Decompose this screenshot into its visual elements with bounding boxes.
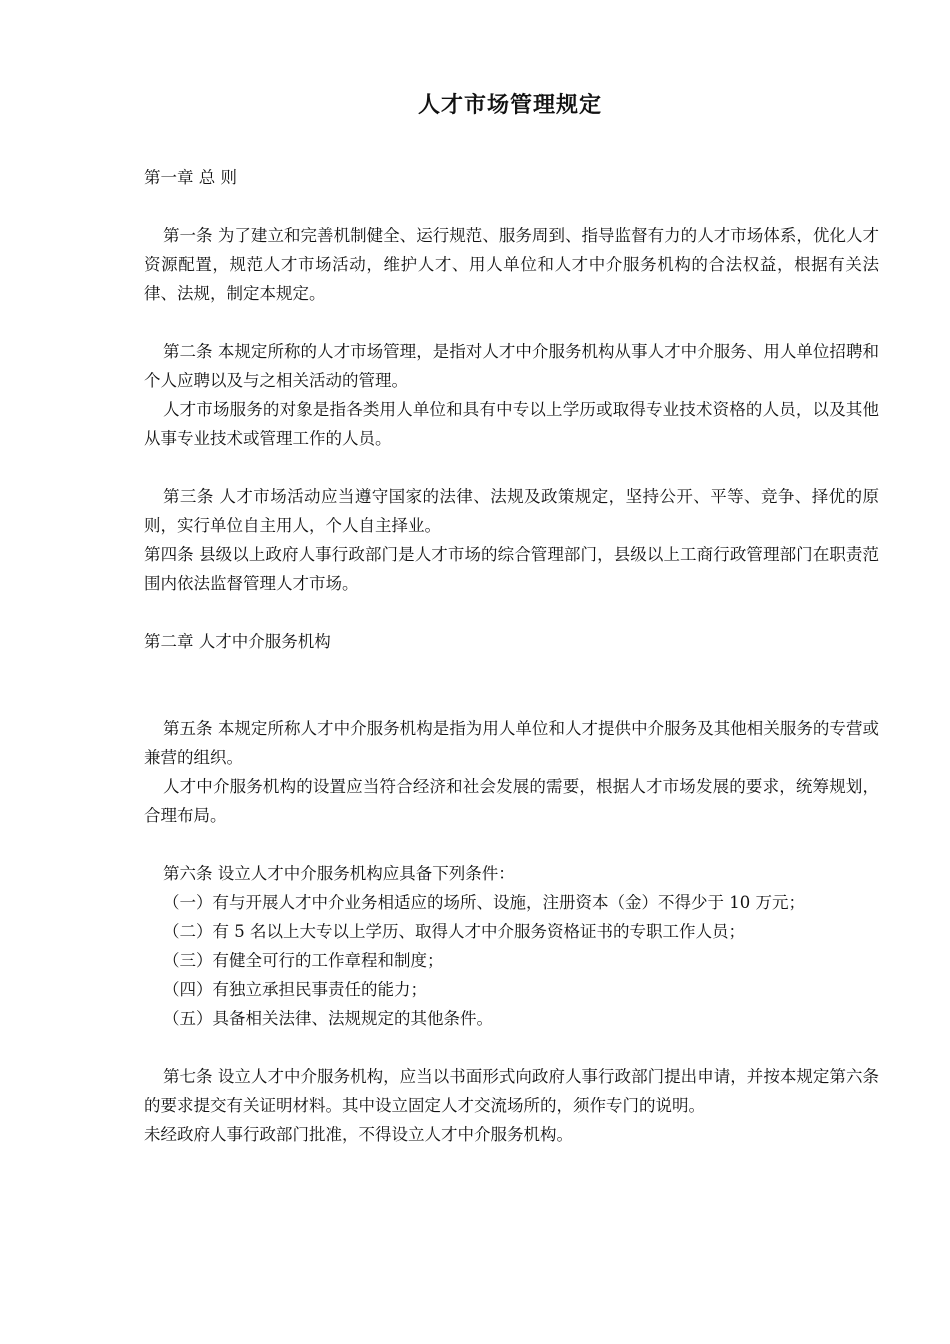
article-6-item: （二）有 5 名以上大专以上学历、取得人才中介服务资格证书的专职工作人员； — [163, 922, 745, 941]
article-6-item: （五）具备相关法律、法规规定的其他条件。 — [163, 1009, 493, 1028]
article-6-item: （三）有健全可行的工作章程和制度； — [163, 951, 444, 970]
article-5-paragraph-2: 人才中介服务机构的设置应当符合经济和社会发展的需要，根据人才市场发展的要求，统筹规划，合理布局。 — [144, 777, 879, 825]
article-3: 第三条 人才市场活动应当遵守国家的法律、法规及政策规定，坚持公开、平等、竞争、择优的原则，实行单位自主用人，个人自主择业。 — [144, 487, 879, 535]
article-2-paragraph-1: 第二条 本规定所称的人才市场管理，是指对人才中介服务机构从事人才中介服务、用人单位招聘和个人应聘以及与之相关活动的管理。 — [144, 342, 879, 390]
article-1: 第一条 为了建立和完善机制健全、运行规范、服务周到、指导监督有力的人才市场体系，优化人才资源配置，规范人才市场活动，维护人才、用人单位和人才中介服务机构的合法权益，根据有关法律、法规，制定本规定。 — [144, 226, 879, 303]
article-2-paragraph-2: 人才市场服务的对象是指各类用人单位和具有中专以上学历或取得专业技术资格的人员，以及其他从事专业技术或管理工作的人员。 — [144, 400, 879, 448]
article-4: 第四条 县级以上政府人事行政部门是人才市场的综合管理部门，县级以上工商行政管理部门在职责范围内依法监督管理人才市场。 — [144, 545, 879, 593]
chapter-2-heading: 第二章 人才中介服务机构 — [144, 632, 331, 651]
document-body — [144, 163, 879, 1149]
article-6-intro: 第六条 设立人才中介服务机构应具备下列条件： — [163, 864, 515, 883]
article-6-item: （一）有与开展人才中介业务相适应的场所、设施，注册资本（金）不得少于 10 万元； — [163, 893, 805, 912]
document-title: 人才市场管理规定 — [417, 92, 602, 118]
article-5-paragraph-1: 第五条 本规定所称人才中介服务机构是指为用人单位和人才提供中介服务及其他相关服务的专营或兼营的组织。 — [144, 719, 879, 767]
article-7-paragraph-1: 第七条 设立人才中介服务机构，应当以书面形式向政府人事行政部门提出申请，并按本规定第六条的要求提交有关证明材料。其中设立固定人才交流场所的，须作专门的说明。 — [144, 1067, 879, 1115]
article-7-paragraph-2: 未经政府人事行政部门批准，不得设立人才中介服务机构。 — [144, 1125, 573, 1144]
chapter-1-heading: 第一章 总 则 — [144, 168, 237, 187]
article-6-item: （四）有独立承担民事责任的能力； — [163, 980, 427, 999]
